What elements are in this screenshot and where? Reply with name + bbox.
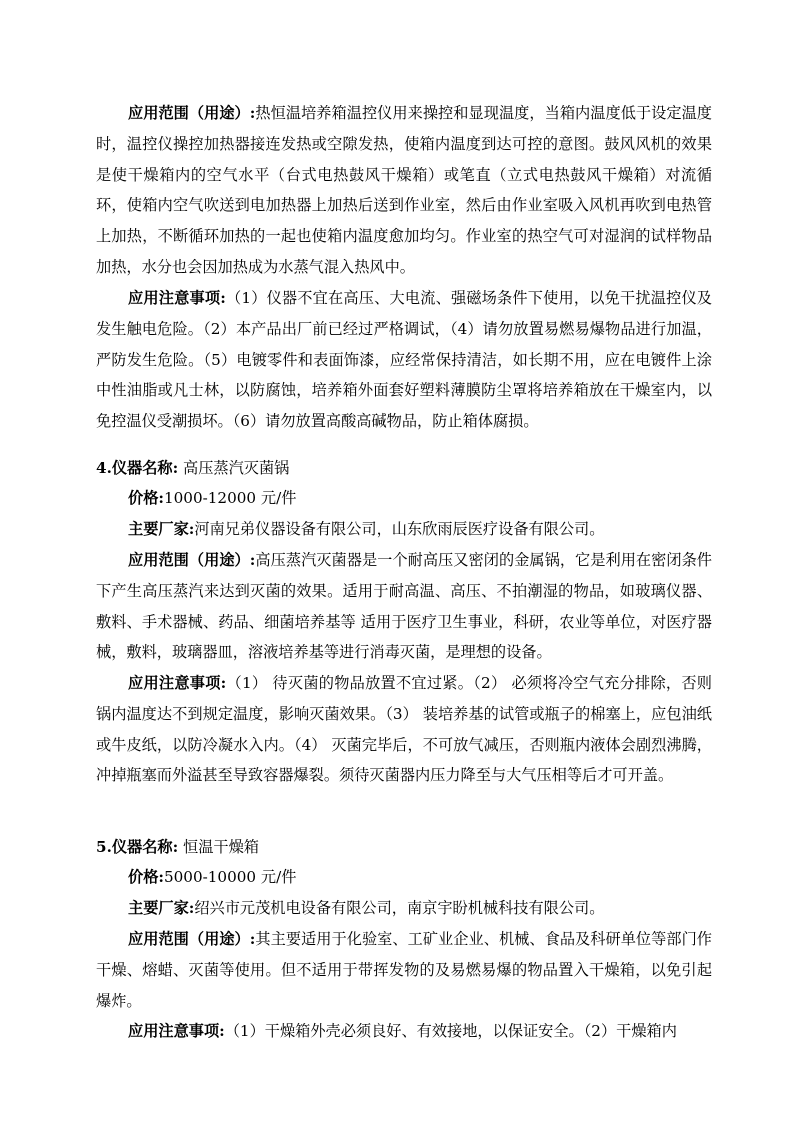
item4-maker-label: 主要厂家:	[128, 520, 195, 538]
item5-scope-label: 应用范围（用途）:	[128, 930, 256, 948]
block1-scope-paragraph	[96, 98, 712, 283]
item5-notes-paragraph	[96, 1016, 712, 1047]
item4-notes-label: 应用注意事项:	[128, 674, 227, 692]
item5-notes-text: （1）干燥箱外壳必须良好、有效接地，以保证安全。（2）干燥箱内	[224, 1022, 677, 1040]
item4-scope-text: 高压蒸汽灭菌器是一个耐高压又密闭的金属锅，它是利用在密闭条件下产生高压蒸汽来达到灭菌的效果。适用于耐高温、高压、不拍潮湿的物品，如玻璃仪器、敷料、手术器械、药品、细菌培养基等 适用于医疗卫生事业，科研，农业等单位，对医疗器械，敷料，玻璃器皿，溶液培养基等进行消毒灭菌，是理想的设备。	[96, 551, 712, 662]
item5-maker	[128, 893, 604, 924]
block1-notes-label: 应用注意事项:	[128, 289, 226, 307]
item4-price-value: 1000-12000 元/件	[163, 489, 297, 507]
item5-notes-label: 应用注意事项:	[128, 1022, 225, 1040]
block1-notes-text: （1）仪器不宜在高压、大电流、强磁场条件下使用，以免干扰温控仪及发生触电危险。（2）本产品出厂前已经过严格调试，（4）请勿放置易燃易爆物品进行加温，严防发生危险。（5）电镀零件和表面饰漆，应经常保持清洁，如长期不用，应在电镀件上涂中性油脂或凡士林，以防腐蚀，培养箱外面套好塑料薄膜防尘罩将培养箱放在干燥室内，以免控温仪受潮损坏。（6）请勿放置高酸高碱物品，防止箱体腐损。	[96, 289, 712, 431]
block1-scope-text: 热恒温培养箱温控仪用来操控和显现温度，当箱内温度低于设定温度时，温控仪操控加热器接连发热或空隙发热，使箱内温度到达可控的意图。鼓风风机的效果是使干燥箱内的空气水平（台式电热鼓风干燥箱）或笔直（立式电热鼓风干燥箱）对流循环，使箱内空气吹送到电加热器上加热后送到作业室，然后由作业室吸入风机再吹到电热管上加热，不断循环加热的一起也使箱内温度愈加均匀。作业室的热空气可对湿润的试样物品加热，水分也会因加热成为水蒸气混入热风中。	[96, 104, 712, 276]
item4-heading	[96, 453, 289, 484]
block1-scope-label: 应用范围（用途）:	[128, 104, 256, 122]
item4-price-label: 价格:	[128, 489, 164, 507]
item4-notes-text: （1） 待灭菌的物品放置不宜过紧。（2） 必须将冷空气充分排除，否则锅内温度达不到规定温度，影响灭菌效果。（3） 装培养基的试管或瓶子的棉塞上，应包油纸或牛皮纸，以防冷凝水入内。（4） 灭菌完毕后，不可放气减压，否则瓶内液体会剧烈沸腾，冲掉瓶塞而外溢甚至导致容器爆裂。须待灭菌器内压力降至与大气压相等后才可开盖。	[96, 674, 712, 785]
item4-heading-label: 4.仪器名称:	[96, 459, 179, 477]
item4-notes-paragraph	[96, 668, 712, 791]
item5-maker-value: 绍兴市元茂机电设备有限公司，南京宇盼机械科技有限公司。	[194, 899, 605, 917]
item4-maker-value: 河南兄弟仪器设备有限公司，山东欣雨辰医疗设备有限公司。	[194, 520, 605, 538]
item4-heading-value: 高压蒸汽灭菌锅	[178, 459, 290, 477]
item5-price-value: 5000-10000 元/件	[163, 868, 297, 886]
item5-scope-text: 其主要适用于化验室、工矿业企业、机械、食品及科研单位等部门作干燥、熔蜡、灭菌等使用。但不适用于带挥发物的及易燃易爆的物品置入干燥箱，以免引起爆炸。	[96, 930, 712, 1010]
block1-notes-paragraph	[96, 283, 712, 437]
item5-heading	[96, 832, 259, 863]
item5-heading-label: 5.仪器名称:	[96, 838, 179, 856]
item5-scope-paragraph	[96, 924, 712, 1016]
item4-price	[128, 483, 296, 514]
item4-scope-paragraph	[96, 545, 712, 668]
item5-price-label: 价格:	[128, 868, 164, 886]
item4-scope-label: 应用范围（用途）:	[128, 551, 256, 569]
item5-maker-label: 主要厂家:	[128, 899, 195, 917]
item5-heading-value: 恒温干燥箱	[178, 838, 259, 856]
item5-price	[128, 862, 296, 893]
item4-maker	[128, 514, 604, 545]
